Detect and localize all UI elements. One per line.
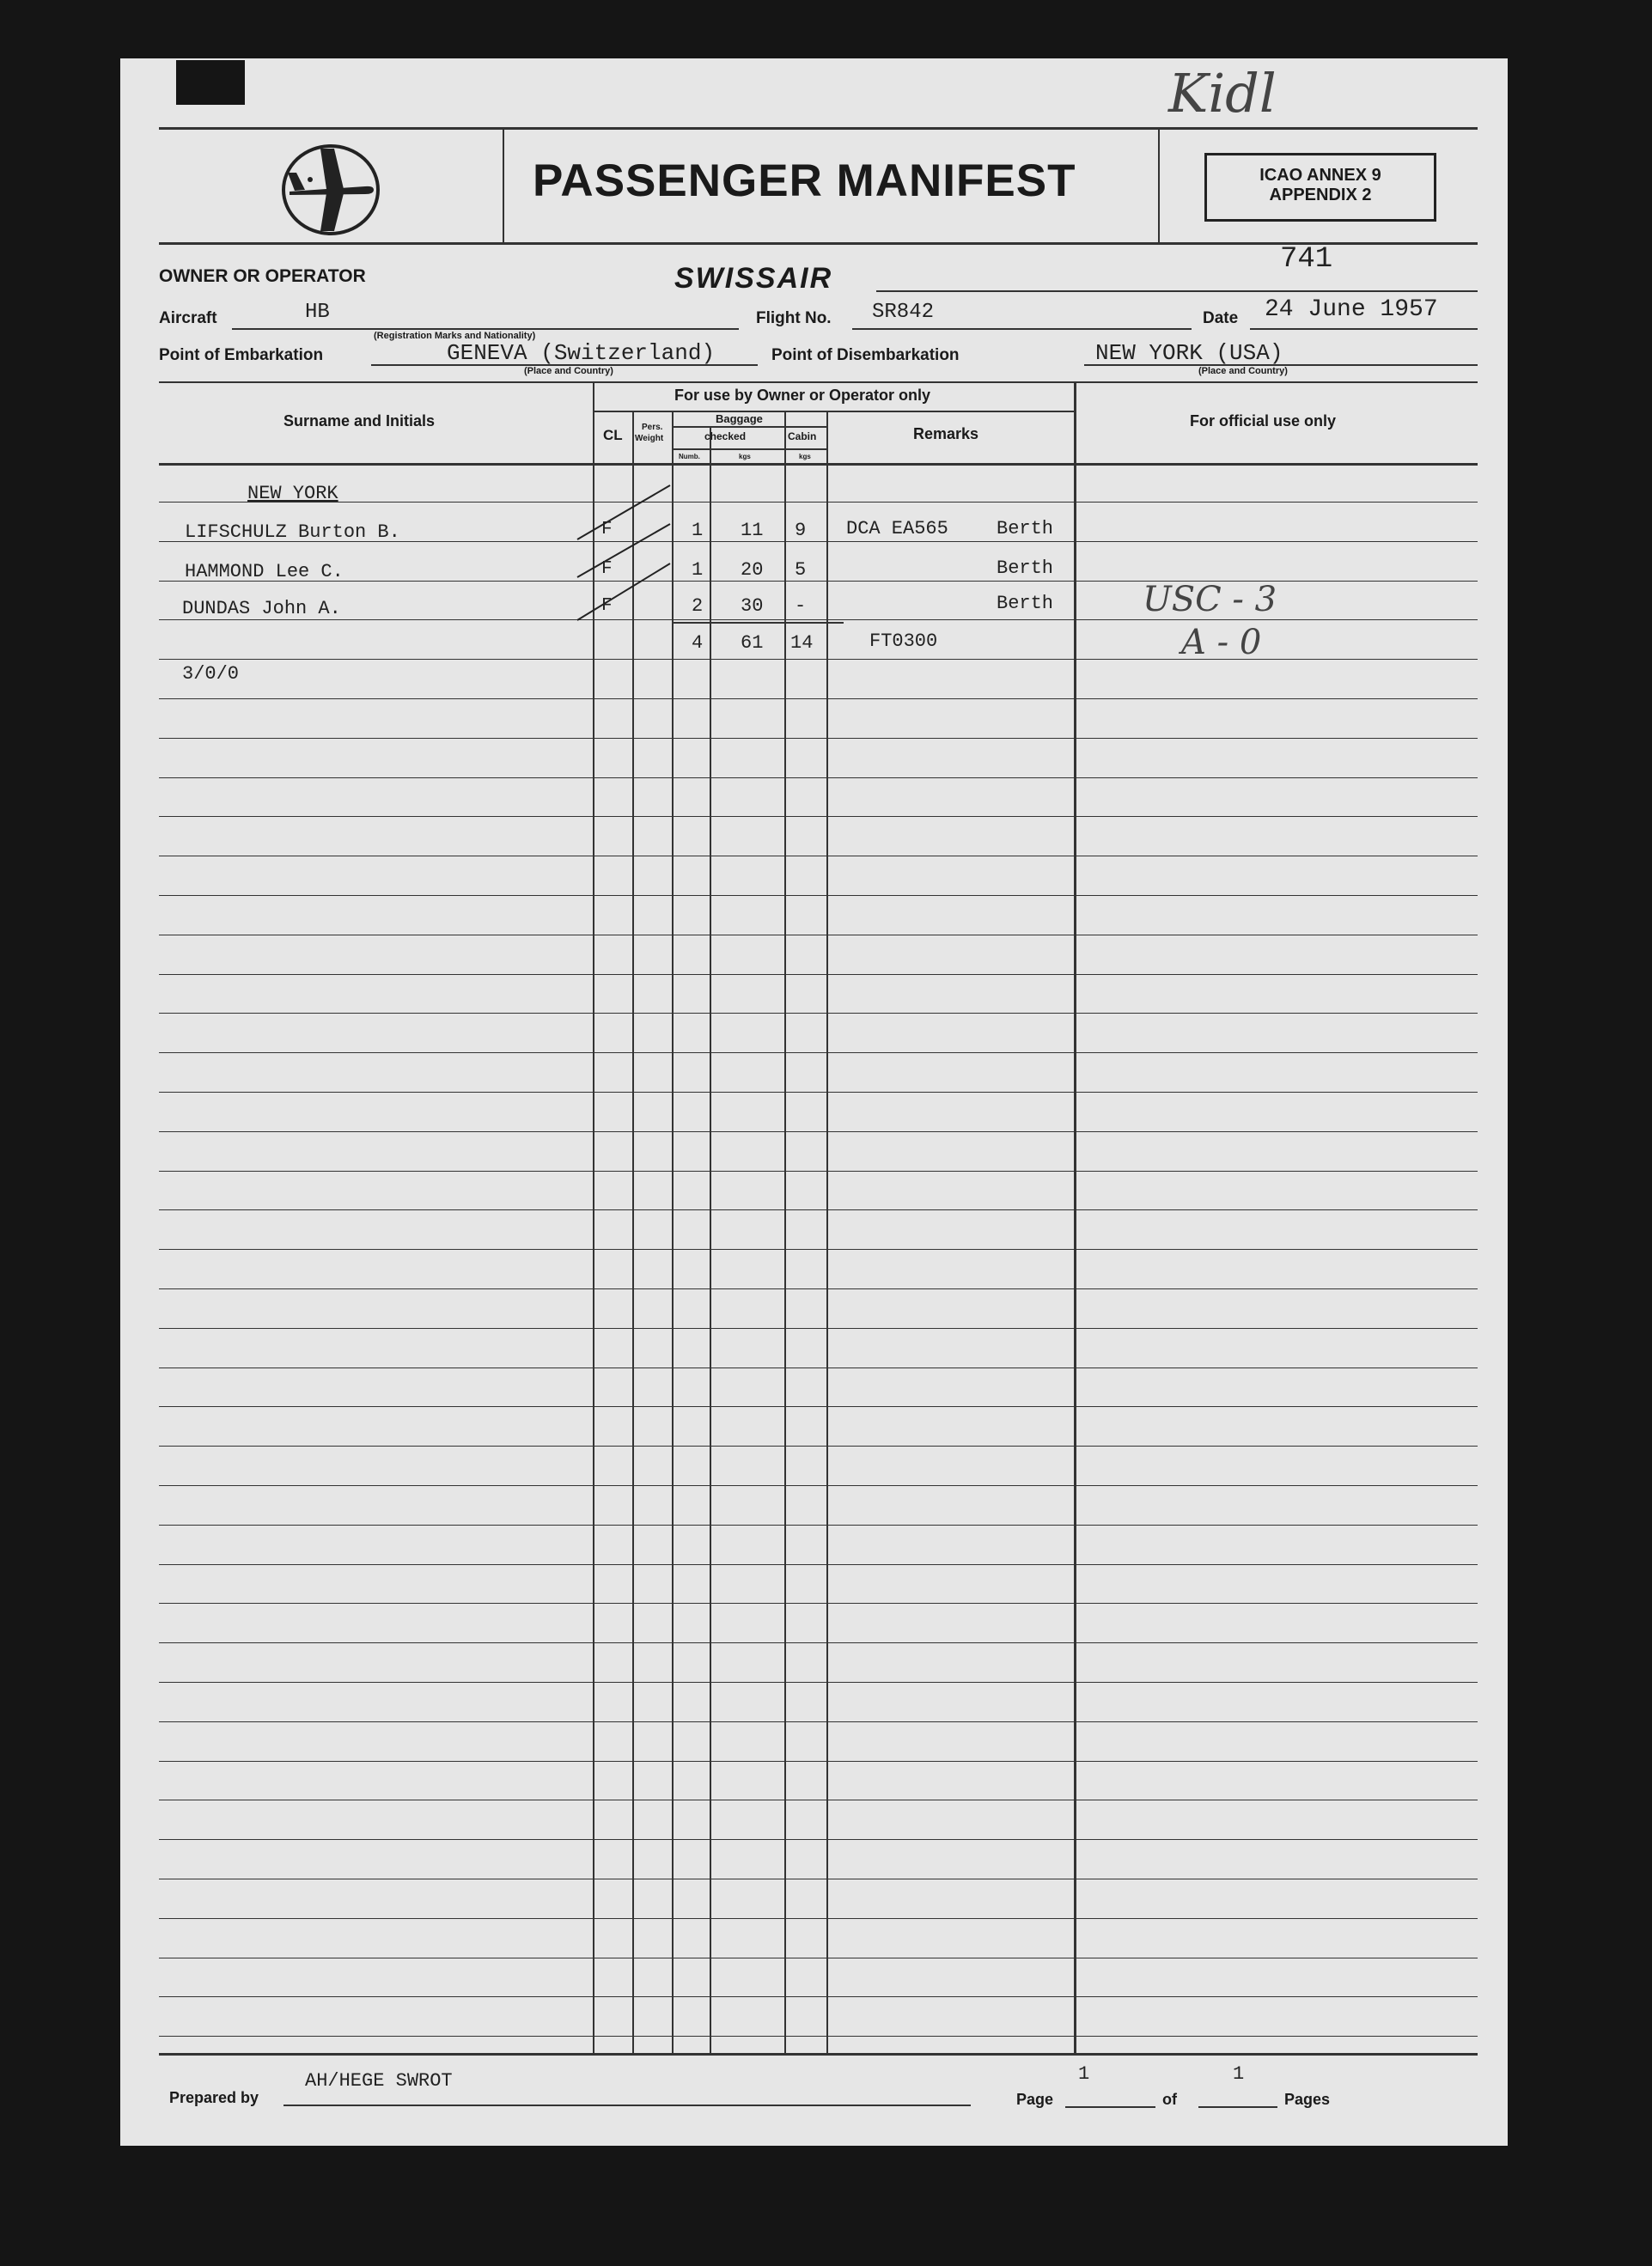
disembark-value: NEW YORK (USA): [1095, 340, 1283, 366]
table-bottom-rule: [159, 2053, 1478, 2056]
embark-label: Point of Embarkation: [159, 346, 324, 364]
total-cabin-kgs: 14: [790, 632, 814, 654]
header-divider: [1158, 129, 1160, 242]
passenger-berth: Berth: [997, 518, 1054, 539]
table-rule-line: [159, 1564, 1478, 1565]
owner-use-header: For use by Owner or Operator only: [674, 387, 931, 404]
pers-weight-header-1: Pers.: [642, 423, 663, 432]
date-value: 24 June 1957: [1265, 296, 1438, 323]
manifest-paper: [120, 58, 1508, 2146]
prepared-rule: [283, 2105, 971, 2106]
official-note-1: USC - 3: [1143, 580, 1277, 619]
flight-value: SR842: [872, 301, 935, 324]
aircraft-label: Aircraft: [159, 309, 217, 327]
baggage-header: Baggage: [716, 412, 763, 425]
destination-heading: NEW YORK: [247, 483, 338, 504]
owner-rule: [876, 290, 1478, 292]
date-label: Date: [1203, 309, 1239, 327]
totals-rule: [672, 622, 844, 624]
official-note-2: A - 0: [1181, 623, 1262, 662]
table-rule-line: [159, 1603, 1478, 1604]
passenger-remarks: DCA EA565: [846, 518, 948, 539]
passenger-name: HAMMOND Lee C.: [185, 561, 344, 582]
official-header: For official use only: [1190, 412, 1337, 429]
passenger-bag-kgs: 30: [741, 595, 764, 617]
table-rule-line: [159, 1406, 1478, 1407]
table-rule-line: [159, 1996, 1478, 1997]
embark-value: GENEVA (Switzerland): [447, 340, 716, 366]
table-top-rule: [159, 381, 1478, 383]
passenger-cabin-kgs: 5: [795, 559, 807, 581]
table-rule-line: [159, 502, 1478, 503]
table-rule-line: [159, 1288, 1478, 1289]
subheader-rule: [593, 411, 1074, 412]
passenger-class: F: [601, 596, 613, 616]
header-divider: [503, 129, 504, 242]
table-header-rule: [159, 463, 1478, 466]
table-rule-line: [159, 1642, 1478, 1643]
total-pages: 1: [1233, 2063, 1245, 2085]
prepared-label: Prepared by: [169, 2089, 259, 2106]
table-rule-line: [159, 1171, 1478, 1172]
table-rule-line: [159, 1052, 1478, 1053]
aircraft-value: HB: [305, 301, 330, 324]
total-remarks: FT0300: [869, 630, 938, 652]
table-rule-line: [159, 1013, 1478, 1014]
surname-header: Surname and Initials: [283, 412, 436, 429]
icao-box: [1204, 153, 1436, 222]
table-rule-line: [159, 619, 1478, 620]
passenger-class: F: [601, 520, 613, 539]
table-rule-line: [159, 698, 1478, 699]
kgs-header: kgs: [739, 453, 751, 460]
page-rule: [1065, 2106, 1155, 2108]
operator-name: SWISSAIR: [674, 262, 833, 295]
passenger-class: F: [601, 559, 613, 579]
total-bag-count: 4: [692, 632, 704, 654]
registration-note: (Registration Marks and Nationality): [374, 331, 536, 341]
embark-note: (Place and Country): [524, 366, 613, 376]
passenger-bag-count: 2: [692, 595, 704, 617]
col-divider: [1074, 383, 1076, 2053]
table-rule-line: [159, 974, 1478, 975]
manifest-number: 741: [1280, 243, 1333, 276]
owner-label: OWNER OR OPERATOR: [159, 266, 366, 286]
page-number: 1: [1078, 2063, 1090, 2085]
prepared-value: AH/HEGE SWROT: [305, 2070, 453, 2092]
passenger-bag-kgs: 11: [741, 520, 764, 541]
table-rule-line: [159, 1525, 1478, 1526]
passenger-count-note: 3/0/0: [182, 663, 240, 685]
header-top-rule: [159, 127, 1478, 130]
checked-header: checked: [704, 430, 747, 442]
table-rule-line: [159, 581, 1478, 582]
date-rule: [1250, 328, 1478, 330]
remarks-header: Remarks: [913, 425, 979, 442]
passenger-cabin-kgs: 9: [795, 520, 807, 541]
pages-rule: [1198, 2106, 1277, 2108]
flight-rule: [852, 328, 1192, 330]
of-label: of: [1162, 2091, 1177, 2108]
passenger-name: LIFSCHULZ Burton B.: [185, 521, 400, 543]
passenger-cabin-kgs: -: [795, 595, 807, 617]
table-rule-line: [159, 1131, 1478, 1132]
table-rule-line: [159, 1918, 1478, 1919]
pers-weight-header-2: Weight: [635, 434, 664, 443]
pages-label: Pages: [1284, 2091, 1331, 2108]
class-check-marks: [576, 481, 679, 627]
table-rule-line: [159, 738, 1478, 739]
page-title: PASSENGER MANIFEST: [533, 155, 1076, 206]
table-rule-line: [159, 1092, 1478, 1093]
numb-header: Numb.: [679, 453, 700, 460]
passenger-bag-count: 1: [692, 559, 704, 581]
cabin-header: Cabin: [788, 430, 817, 442]
flight-label: Flight No.: [756, 309, 832, 327]
table-rule-line: [159, 1721, 1478, 1722]
disembark-note: (Place and Country): [1198, 366, 1288, 376]
icao-line-1: ICAO ANNEX 9: [1259, 166, 1381, 185]
handwritten-mark: Kidl: [1168, 62, 1277, 125]
passenger-berth: Berth: [997, 557, 1054, 579]
page-label: Page: [1016, 2091, 1054, 2108]
baggage-rule: [672, 426, 826, 428]
table-rule-line: [159, 1485, 1478, 1486]
aircraft-rule: [232, 328, 739, 330]
col-divider: [710, 426, 711, 2053]
disembark-label: Point of Disembarkation: [771, 346, 960, 364]
passenger-bag-count: 1: [692, 520, 704, 541]
table-rule-line: [159, 1209, 1478, 1210]
table-rule-line: [159, 816, 1478, 817]
table-rule-line: [159, 659, 1478, 660]
cabin-kgs-header: kgs: [799, 453, 811, 460]
col-divider: [593, 383, 594, 2053]
binder-tab: [176, 60, 245, 105]
table-rule-line: [159, 1249, 1478, 1250]
table-rule-line: [159, 1761, 1478, 1762]
table-rule-line: [159, 895, 1478, 896]
total-bag-kgs: 61: [741, 632, 764, 654]
table-rule-line: [159, 1446, 1478, 1447]
icao-line-2: APPENDIX 2: [1269, 186, 1372, 204]
passenger-berth: Berth: [997, 593, 1054, 614]
passenger-name: DUNDAS John A.: [182, 598, 341, 619]
kgs-rule: [672, 448, 826, 450]
table-rule-line: [159, 777, 1478, 778]
cl-header: CL: [603, 427, 623, 443]
table-rule-line: [159, 2036, 1478, 2037]
table-rule-line: [159, 1839, 1478, 1840]
passenger-bag-kgs: 20: [741, 559, 764, 581]
table-rule-line: [159, 1682, 1478, 1683]
airplane-in-circle-logo: [279, 142, 384, 238]
table-rule-line: [159, 1328, 1478, 1329]
